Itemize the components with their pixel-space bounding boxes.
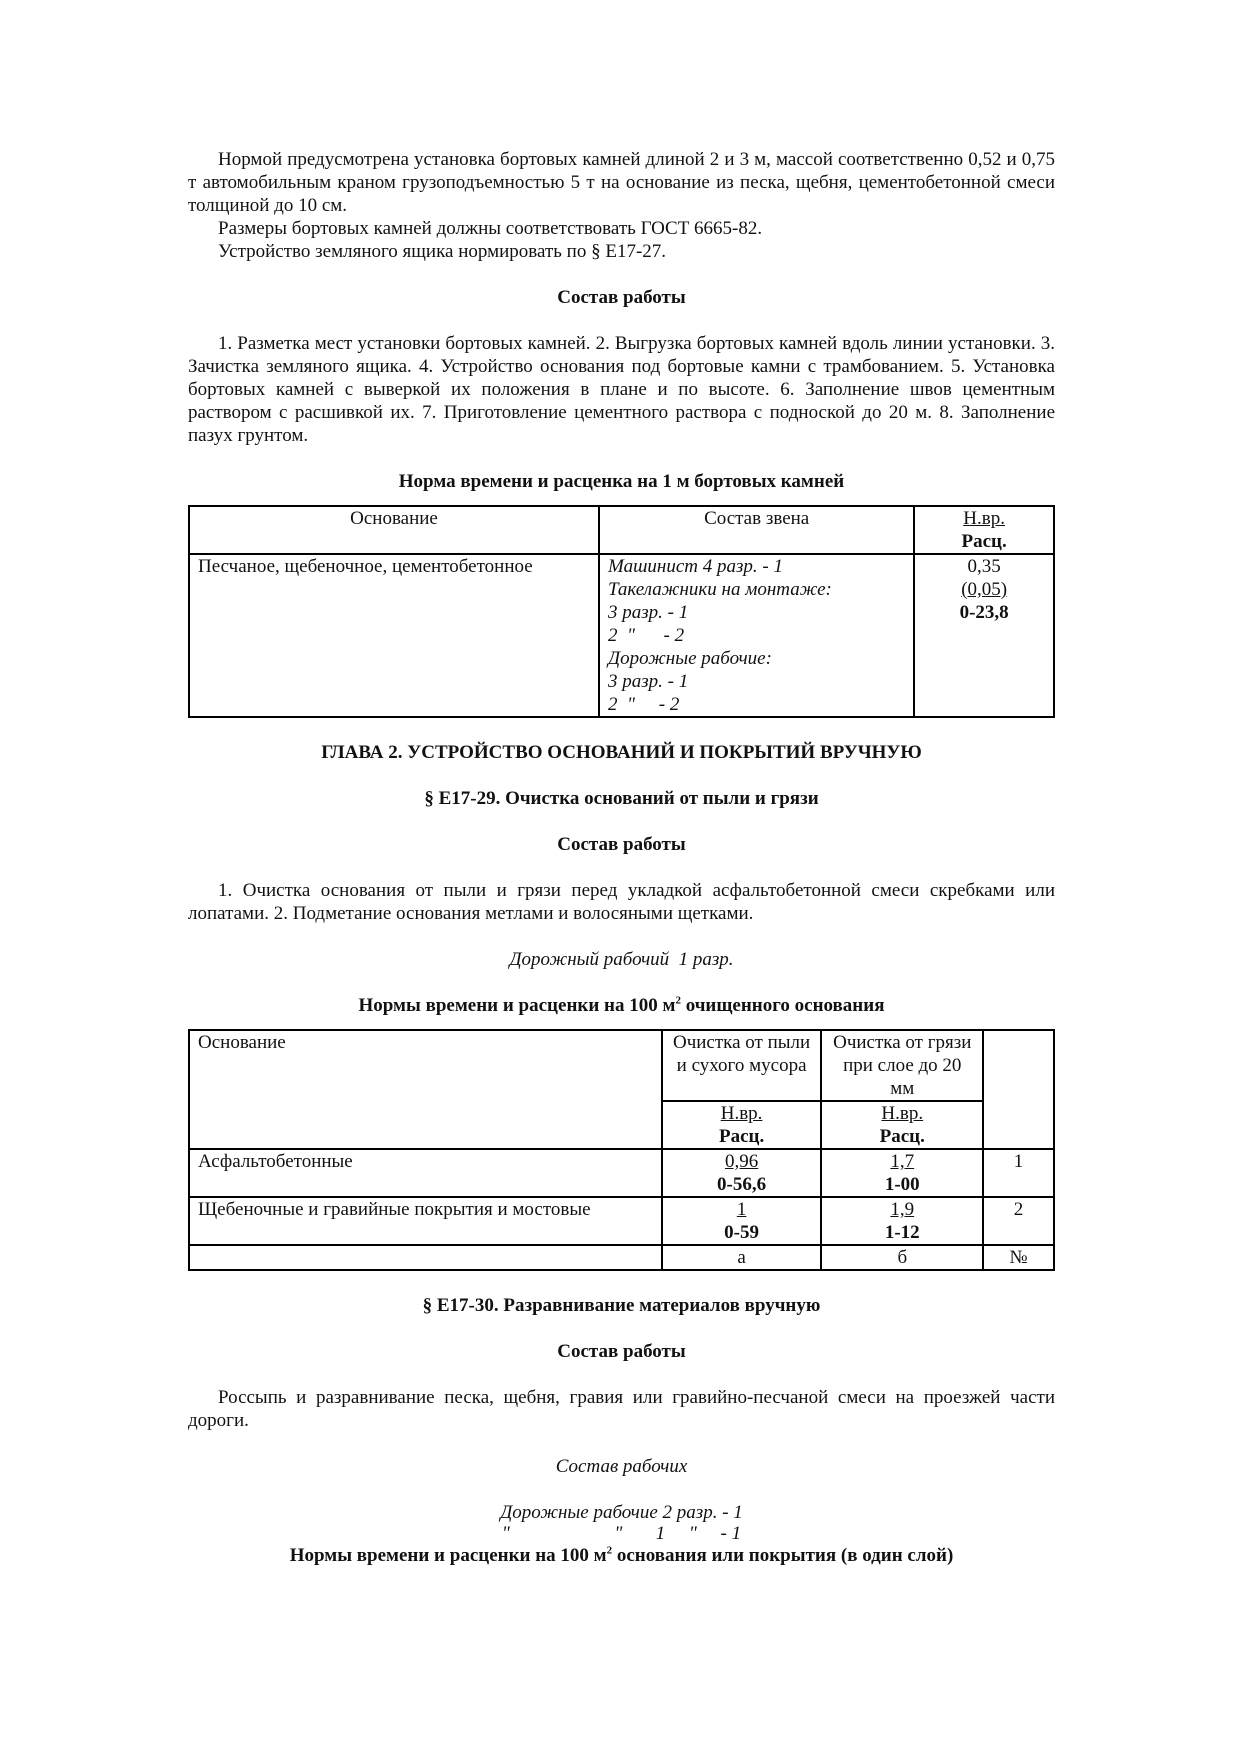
header-nvr: Н.вр. [963,508,1005,529]
cell-col-a [662,1197,822,1245]
table-row [189,554,1054,717]
section-29-work-heading: Состав работы [557,834,686,855]
section-30-crew-heading: Состав рабочих [555,1456,688,1477]
row-norm [914,554,1054,717]
cell-col-b [821,1197,983,1245]
section-29-work-text: 1. Очистка основания от пыли и грязи перед укладкой асфальтобетонной смеси скребками или лопатами. 2. Подметание основания метлами и волосяными щетками. [188,880,1055,924]
table-header-row [189,1030,1054,1101]
superscript: 2 [606,1544,613,1557]
table2-title-text: Нормы времени и расценки на 100 м [358,995,676,1016]
header-rasc: Расц. [718,1126,765,1147]
table-header-row [189,506,1054,554]
section-30-crew-line-2: " " 1 " - 1 [501,1523,742,1544]
table2-title-text: очищенного основания [680,995,885,1016]
rasc-value: 1-12 [884,1222,920,1243]
cleaning-norms-table [188,1029,1055,1271]
work-composition-heading: Состав работы [557,287,686,308]
row-base: Песчаное, щебеночное, цементобетонное [189,554,599,717]
norm-value: 0,35 [967,556,1001,577]
superscript: 2 [675,994,681,1007]
section-30-work-heading: Состав работы [557,1341,686,1362]
chapter-heading: ГЛАВА 2. УСТРОЙСТВО ОСНОВАНИЙ И ПОКРЫТИЙ ВРУЧНУЮ [321,742,922,763]
header-col-b: Очистка от грязи при слое до 20 мм [821,1030,983,1101]
table3-title [188,1544,1055,1567]
nvr-value: 1,9 [890,1199,915,1220]
document-page [188,148,1055,1567]
header-norm [914,506,1054,554]
table1-title: Норма времени и расценка на 1 м бортовых камней [398,471,845,492]
row-crew [599,554,914,717]
header-nvr: Н.вр. [881,1103,924,1124]
crew-line: 3 разр. - 1 [608,671,689,692]
row-name: Щебеночные и гравийные покрытия и мостовые [189,1197,662,1245]
header-num-blank [983,1030,1054,1149]
rasc-value: 0-59 [724,1222,759,1243]
crew-line: Такелажники на монтаже: [608,579,832,600]
header-base: Основание [189,1030,662,1149]
header-rasc: Расц. [879,1126,925,1147]
section-30-work-text: Россыпь и разравнивание песка, щебня, гравия или гравийно-песчаной смеси на проезжей части дороги. [188,1387,1055,1431]
row-name: Асфальтобетонные [189,1149,662,1197]
header-col-a: Очистка от пыли и сухого мусора [662,1030,822,1101]
header-crew: Состав звена [599,506,914,554]
rasc-value: 1-00 [884,1174,920,1195]
crew-line: 2 " - 2 [608,625,685,646]
table-row [189,1197,1054,1245]
section-29-worker: Дорожный рабочий 1 разр. [509,949,734,970]
crew-line: 2 " - 2 [608,694,680,715]
section-30-crew-line-1: Дорожные рабочие 2 разр. - 1 [500,1502,743,1523]
table2-title [188,994,1055,1017]
crew-line: Дорожные рабочие: [608,648,772,669]
cell-col-b [821,1149,983,1197]
machine-value: (0,05) [961,579,1008,600]
header-base: Основание [189,506,599,554]
footer-col-a: а [662,1245,822,1270]
header-nvr: Н.вр. [720,1103,763,1124]
subheader-col-b [821,1101,983,1149]
footer-blank [189,1245,662,1270]
intro-paragraph-3: Устройство земляного ящика нормировать по § Е17-27. [218,241,667,262]
subheader-col-a [662,1101,822,1149]
row-number: 1 [983,1149,1054,1197]
table3-title-text: основания или покрытия (в один слой) [612,1545,954,1566]
intro-paragraph-1: Нормой предусмотрена установка бортовых камней длиной 2 и 3 м, массой соответственно 0,52 и 0,75 т автомобильным краном грузоподъемностью 5 т на основание из песка, щебня, цементобетонной смеси толщиной до 10 см. [188,149,1055,216]
crew-line: Машинист 4 разр. - 1 [608,556,783,577]
curb-norms-table [188,505,1055,718]
work-composition-text: 1. Разметка мест установки бортовых камней. 2. Выгрузка бортовых камней вдоль линии установки. 3. Зачистка земляного ящика. 4. Устройство основания под бортовые камни с трамбованием. 5. Установка бортовых камней с выверкой их положения в плане и по высоте. 6. Заполнение швов цементным раствором с расшивкой их. 7. Приготовление цементного раствора с подноской до 20 м. 8. Заполнение пазух грунтом. [188,333,1055,446]
footer-col-b: б [821,1245,983,1270]
section-29-title: § Е17-29. Очистка оснований от пыли и грязи [424,788,819,809]
crew-line: 3 разр. - 1 [608,602,689,623]
section-30-title: § Е17-30. Разравнивание материалов вручную [422,1295,821,1316]
table3-title-text: Нормы времени и расценки на 100 м [289,1545,607,1566]
row-number: 2 [983,1197,1054,1245]
rasc-value: 0-56,6 [717,1174,767,1195]
header-rasc: Расц. [961,531,1007,552]
table-row [189,1149,1054,1197]
rate-value: 0-23,8 [959,602,1009,623]
footer-num: № [983,1245,1054,1270]
nvr-value: 1,7 [890,1151,915,1172]
intro-paragraph-2: Размеры бортовых камней должны соответствовать ГОСТ 6665-82. [218,218,763,239]
cell-col-a [662,1149,822,1197]
nvr-value: 0,96 [724,1151,759,1172]
nvr-value: 1 [736,1199,747,1220]
table-footer-row [189,1245,1054,1270]
